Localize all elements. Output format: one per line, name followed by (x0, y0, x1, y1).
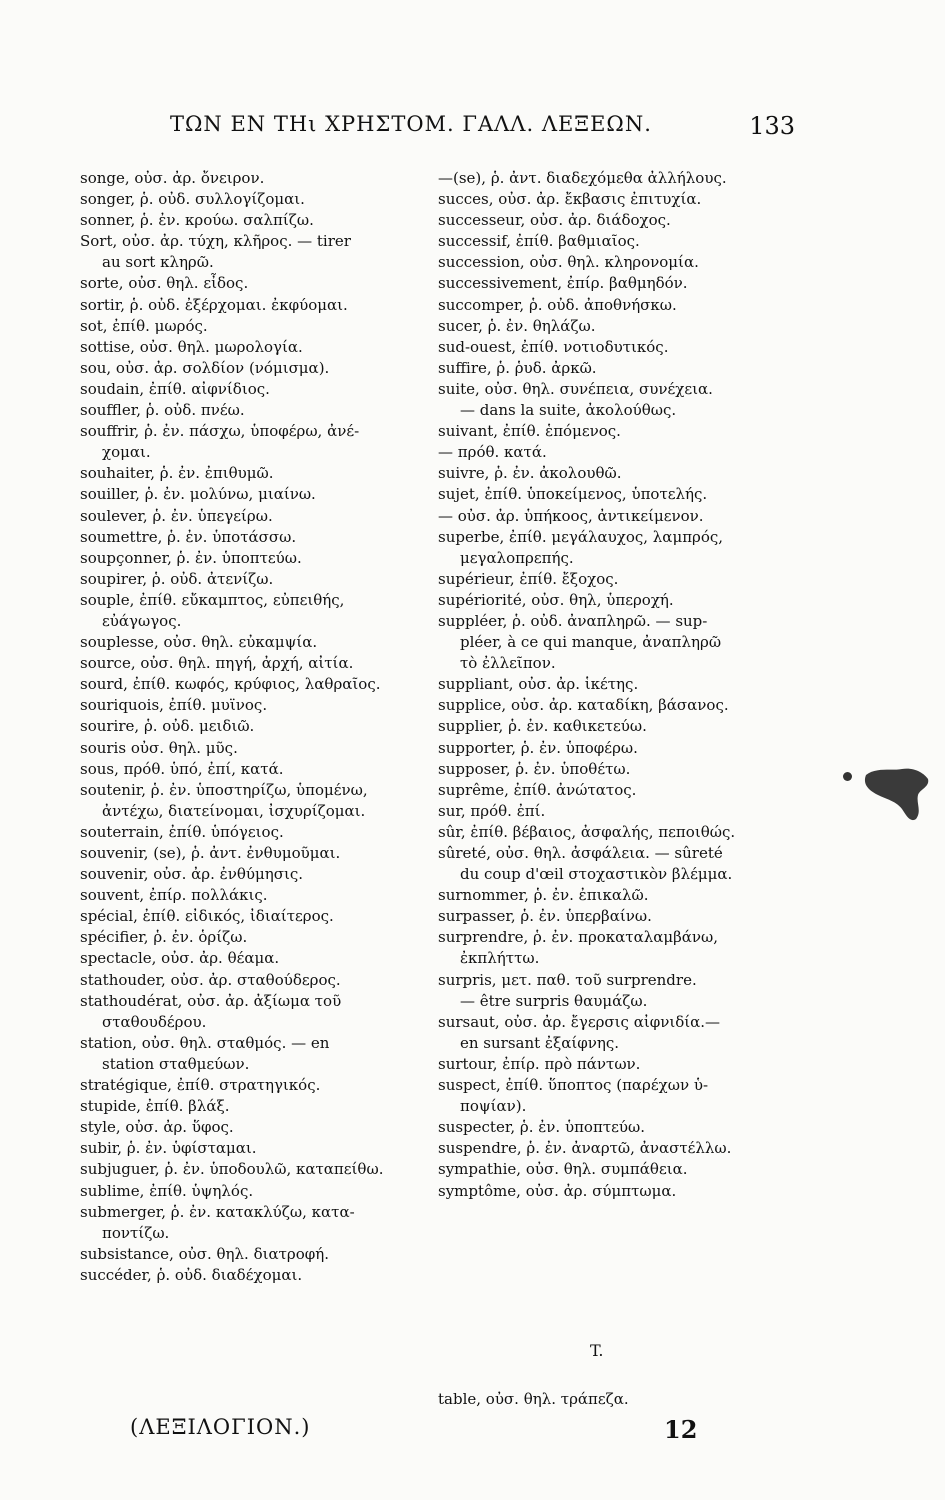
dictionary-entry: sûreté, οὐσ. θηλ. ἀσφάλεια. — sûreté (438, 844, 723, 862)
page-number: 133 (749, 112, 795, 140)
dictionary-entry: suspendre, ῥ. ἐν. ἀναρτῶ, ἀναστέλλω. (438, 1139, 732, 1158)
dictionary-entry: soupirer, ῥ. οὐδ. ἀτενίζω. (80, 569, 274, 588)
dictionary-entry: souvent, ἐπίρ. πολλάκις. (80, 886, 268, 905)
dictionary-entry: souriquois, ἐπίθ. μυϊνος. (80, 696, 268, 715)
dictionary-entry: suivre, ῥ. ἐν. ἀκολουθῶ. (438, 464, 622, 483)
dictionary-entry: table, οὐσ. θηλ. τράπεζα. (438, 1390, 629, 1408)
dictionary-entry: sûr, ἐπίθ. βέβαιος, ἀσφαλής, πεποιθώς. (438, 822, 736, 841)
dictionary-entry: ἀντέχω, διατείνομαι, ἰσχυρίζομαι. (102, 801, 366, 820)
dictionary-entry: supposer, ῥ. ἐν. ὑποθέτω. (438, 759, 631, 778)
dictionary-entry: stathoudérat, οὐσ. ἀρ. ἀξίωμα τοῦ (80, 991, 342, 1010)
dictionary-entry: sublime, ἐπίθ. ὑψηλός. (80, 1181, 254, 1200)
dictionary-entry: songe, οὐσ. ἀρ. ὄνειρον. (80, 169, 265, 187)
dictionary-entry: suffire, ῥ. ῥυδ. ἀρκῶ. (438, 358, 597, 377)
dictionary-entry: supplier, ῥ. ἐν. καθικετεύω. (438, 717, 647, 736)
dictionary-entry: souffler, ῥ. οὐδ. πνέω. (80, 401, 245, 420)
dictionary-entry: surpris, μετ. παθ. τοῦ surprendre. (438, 970, 697, 989)
dictionary-entry: σταθουδέρου. (102, 1012, 207, 1031)
dictionary-entry: sot, ἐπίθ. μωρός. (80, 316, 208, 335)
dictionary-entry: supplice, οὐσ. ἀρ. καταδίκη, βάσανος. (438, 696, 729, 715)
dictionary-entry: sorte, οὐσ. θηλ. εἶδος. (80, 274, 249, 293)
dictionary-entry: au sort κληρῶ. (102, 253, 214, 272)
dictionary-entry: succession, οὐσ. θηλ. κληρονομία. (438, 253, 699, 272)
dictionary-entry: souterrain, ἐπίθ. ὑπόγειος. (80, 822, 284, 841)
dictionary-entry: sous, πρόθ. ὑπό, ἐπί, κατά. (80, 759, 284, 778)
dictionary-entry: spécifier, ῥ. ἐν. ὁρίζω. (80, 928, 248, 947)
dictionary-entry: stratégique, ἐπίθ. στρατηγικός. (80, 1076, 321, 1095)
dictionary-entry: supériorité, οὐσ. θηλ, ὑπεροχή. (438, 590, 674, 609)
dictionary-entry: Sort, οὐσ. ἀρ. τύχη, κλῆρος. — tirer (80, 232, 351, 251)
dictionary-entry: sourire, ῥ. οὐδ. μειδιῶ. (80, 717, 255, 736)
dictionary-entry: souplesse, οὐσ. θηλ. εὐκαμψία. (80, 633, 318, 652)
dictionary-entry: stupide, ἐπίθ. βλάξ. (80, 1097, 230, 1116)
dictionary-entry: —(se), ῥ. ἀντ. διαδεχόμεθα ἀλλήλους. (438, 169, 727, 187)
dictionary-entry: surprendre, ῥ. ἐν. προκαταλαμβάνω, (438, 928, 719, 947)
dictionary-entry: station σταθμεύων. (102, 1054, 250, 1073)
dictionary-entry: successeur, οὐσ. ἀρ. διάδοχος. (438, 211, 671, 230)
dictionary-entry: ἐκπλήττω. (460, 949, 540, 968)
dictionary-entry: succes, οὐσ. ἀρ. ἔκβασις ἐπιτυχία. (438, 190, 702, 209)
dictionary-entry: sud-ouest, ἐπίθ. νοτιοδυτικός. (438, 337, 669, 356)
dictionary-entry: stathouder, οὐσ. ἀρ. σταθούδερος. (80, 970, 341, 989)
dictionary-entry: suppléer, ῥ. οὐδ. ἀναπληρῶ. — sup- (438, 611, 708, 630)
dictionary-entry: station, οὐσ. θηλ. σταθμός. — en (80, 1033, 330, 1052)
dictionary-entry: suprême, ἐπίθ. ἀνώτατος. (438, 780, 637, 799)
dictionary-entry: suspect, ἐπίθ. ὕποπτος (παρέχων ὑ- (438, 1076, 709, 1095)
dictionary-entry: τὸ ἐλλεῖπον. (460, 654, 556, 673)
dictionary-entry: sou, οὐσ. ἀρ. σολδίον (νόμισμα). (80, 358, 330, 377)
dictionary-entry: soupçonner, ῥ. ἐν. ὑποπτεύω. (80, 548, 302, 567)
dictionary-entry: souple, ἐπίθ. εὔκαμπτος, εὐπειθής, (80, 590, 345, 609)
dictionary-entry: souiller, ῥ. ἐν. μολύνω, μιαίνω. (80, 485, 316, 504)
dictionary-entry: subjuguer, ῥ. ἐν. ὑποδουλῶ, καταπείθω. (80, 1160, 384, 1179)
dictionary-entry: — dans la suite, ἀκολούθως. (460, 401, 677, 420)
dictionary-entry: subir, ῥ. ἐν. ὑφίσταμαι. (80, 1139, 257, 1158)
dictionary-entry: souvenir, (se), ῥ. ἀντ. ἐνθυμοῦμαι. (80, 844, 341, 862)
dictionary-entry: en sursant ἐξαίφνης. (460, 1033, 620, 1052)
dictionary-entry: style, οὐσ. ἀρ. ὕφος. (80, 1118, 234, 1137)
dictionary-entry: du coup d'œil στοχαστικὸν βλέμμα. (460, 865, 733, 884)
dictionary-entry: soutenir, ῥ. ἐν. ὑποστηρίζω, ὑπομένω, (80, 780, 368, 799)
dictionary-entry: spectacle, οὐσ. ἀρ. θέαμα. (80, 949, 280, 968)
dictionary-entry: supérieur, ἐπίθ. ἔξοχος. (438, 569, 619, 588)
dictionary-entry: spécial, ἐπίθ. εἰδικός, ἰδιαίτερος. (80, 907, 334, 926)
left-column (80, 168, 420, 1286)
dictionary-entry: suspecter, ῥ. ἐν. ὑποπτεύω. (438, 1118, 646, 1137)
dictionary-entry: sottise, οὐσ. θηλ. μωρολογία. (80, 337, 303, 356)
dictionary-entry: soulever, ῥ. ἐν. ὑπεγείρω. (80, 506, 273, 525)
dictionary-entry: sursaut, οὐσ. ἀρ. ἔγερσις αἰφνιδία.— (438, 1012, 721, 1031)
dictionary-entry: — οὐσ. ἀρ. ὑπήκοος, ἀντικείμενον. (438, 506, 704, 525)
dictionary-entry: successif, ἐπίθ. βαθμιαῖος. (438, 232, 640, 251)
dictionary-entry: — être surpris θαυμάζω. (460, 991, 648, 1010)
last-entry-block (438, 1389, 770, 1410)
ink-dot (843, 772, 852, 781)
dictionary-entry: sortir, ῥ. οὐδ. ἐξέρχομαι. ἐκφύομαι. (80, 295, 348, 314)
dictionary-entry: souffrir, ῥ. ἐν. πάσχω, ὑποφέρω, ἀνέ- (80, 422, 360, 441)
dictionary-entry: pléer, à ce qui manque, ἀναπληρῶ (460, 633, 722, 652)
dictionary-entry: supporter, ῥ. ἐν. ὑποφέρω. (438, 738, 638, 757)
running-header (170, 112, 795, 140)
dictionary-entry: suivant, ἐπίθ. ἑπόμενος. (438, 422, 621, 441)
dictionary-entry: source, οὐσ. θηλ. πηγή, ἀρχή, αἰτία. (80, 654, 354, 673)
dictionary-entry: surnommer, ῥ. ἐν. ἐπικαλῶ. (438, 886, 649, 905)
right-column (438, 168, 770, 1202)
dictionary-entry: souhaiter, ῥ. ἐν. ἐπιθυμῶ. (80, 464, 274, 483)
dictionary-entry: souvenir, οὐσ. ἀρ. ἐνθύμησις. (80, 865, 304, 884)
dictionary-entry: suppliant, οὐσ. ἀρ. ἱκέτης. (438, 675, 639, 694)
dictionary-entry: sujet, ἐπίθ. ὑποκείμενος, ὑποτελής. (438, 485, 708, 504)
dictionary-entry: succéder, ῥ. οὐδ. διαδέχομαι. (80, 1265, 303, 1284)
dictionary-entry: succomper, ῥ. οὐδ. ἀποθνήσκω. (438, 295, 677, 314)
running-title: ΤΩΝ ΕΝ ΤΗι ΧΡΗΣΤΟΜ. ΓΑΛΛ. ΛΕΞΕΩΝ. (170, 112, 652, 136)
dictionary-entry: sur, πρόθ. ἐπί. (438, 801, 546, 820)
dictionary-entry: submerger, ῥ. ἐν. κατακλύζω, κατα- (80, 1202, 355, 1221)
dictionary-entry: successivement, ἐπίρ. βαθμηδόν. (438, 274, 688, 293)
dictionary-entry: sonner, ῥ. ἐν. κρούω. σαλπίζω. (80, 211, 314, 230)
ink-stain (862, 765, 932, 823)
dictionary-entry: symptôme, οὐσ. ἀρ. σύμπτωμα. (438, 1181, 677, 1200)
dictionary-entry: sourd, ἐπίθ. κωφός, κρύφιος, λαθραῖος. (80, 675, 381, 694)
gathering-number: 12 (664, 1415, 698, 1444)
dictionary-entry: soumettre, ῥ. ἐν. ὑποτάσσω. (80, 527, 297, 546)
dictionary-entry: suite, οὐσ. θηλ. συνέπεια, συνέχεια. (438, 379, 713, 398)
signature-mark: (ΛΕΞΙΛΟΓΙΟΝ.) (130, 1415, 311, 1439)
dictionary-entry: souris οὐσ. θηλ. μῦς. (80, 738, 238, 757)
dictionary-entry: μεγαλοπρεπής. (460, 548, 574, 567)
dictionary-entry: ποψίαν). (460, 1097, 527, 1116)
dictionary-entry: — πρόθ. κατά. (438, 443, 547, 462)
dictionary-entry: surpasser, ῥ. ἐν. ὑπερβαίνω. (438, 907, 652, 926)
dictionary-entry: songer, ῥ. οὐδ. συλλογίζομαι. (80, 190, 305, 209)
dictionary-entry: χομαι. (102, 443, 151, 462)
dictionary-entry: surtour, ἐπίρ. πρὸ πάντων. (438, 1054, 641, 1073)
dictionary-entry: εὐάγωγος. (102, 611, 182, 630)
dictionary-entry: sucer, ῥ. ἐν. θηλάζω. (438, 316, 596, 335)
dictionary-entry: superbe, ἐπίθ. μεγάλαυχος, λαμπρός, (438, 527, 724, 546)
dictionary-entry: subsistance, οὐσ. θηλ. διατροφή. (80, 1244, 330, 1263)
dictionary-entry: soudain, ἐπίθ. αἰφνίδιος. (80, 379, 270, 398)
dictionary-entry: sympathie, οὐσ. θηλ. συμπάθεια. (438, 1160, 688, 1179)
dictionary-entry: ποντίζω. (102, 1223, 170, 1242)
section-letter: T. (590, 1341, 604, 1360)
